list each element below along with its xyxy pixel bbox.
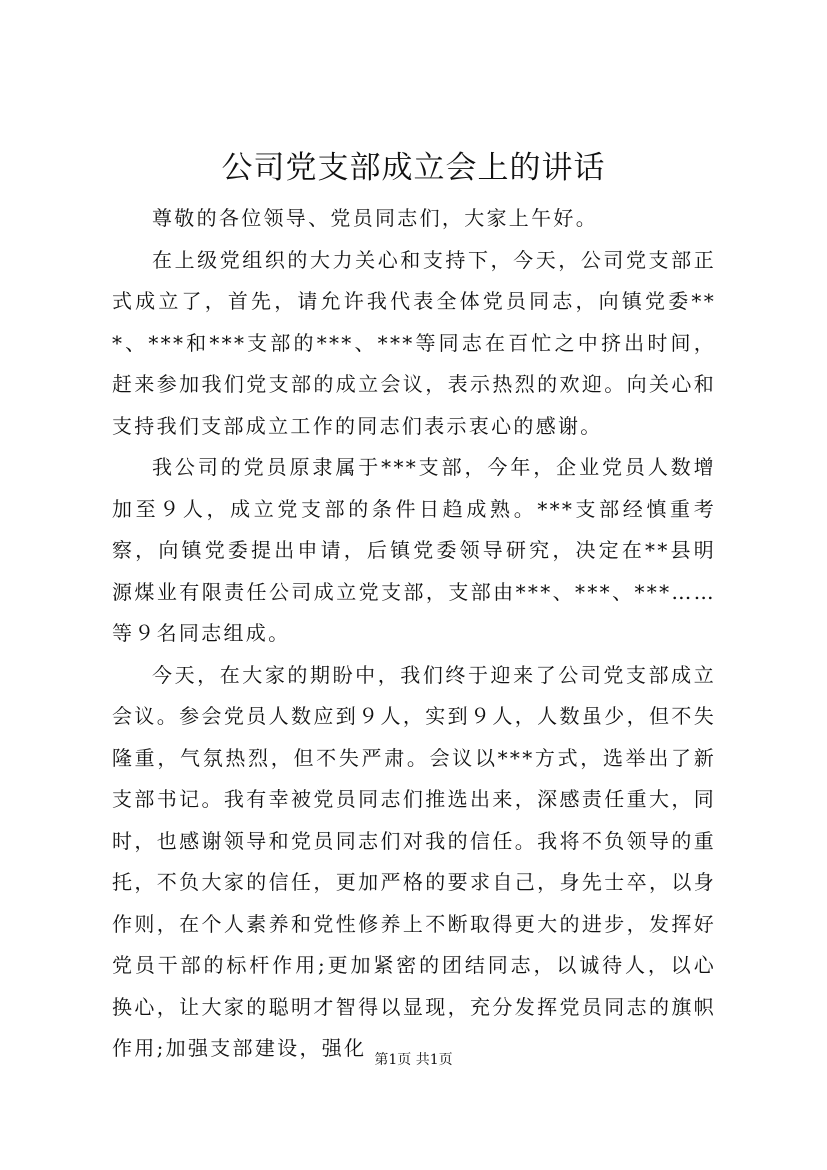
- document-body: [112, 198, 716, 1070]
- page-footer: 第1页 共1页: [374, 1052, 453, 1068]
- paragraph-background: 我公司的党员原隶属于***支部，今年，企业党员人数增加至９人，成立党支部的条件日趋成熟。***支部经慎重考察，向镇党委提出申请，后镇党委领导研究，决定在**县明源煤业有限责任公司成立党支部，支部由***、***、***……等９名同志组成。: [112, 455, 716, 645]
- paragraph-greeting: 尊敬的各位领导、党员同志们，大家上午好。: [152, 206, 598, 230]
- document-title: 公司党支部成立会上的讲话: [221, 150, 606, 186]
- paragraph-election: 今天，在大家的期盼中，我们终于迎来了公司党支部成立会议。参会党员人数应到９人，实到９人，人数虽少，但不失隆重，气氛热烈，但不失严肃。会议以***方式，选举出了新支部书记。我有幸被党员同志们推选出来，深感责任重大，同时，也感谢领导和党员同志们对我的信任。我将不负领导的重托，不负大家的信任，更加严格的要求自己，身先士卒，以身作则，在个人素养和党性修养上不断取得更大的进步，发挥好党员干部的标杆作用;更加紧密的团结同志，以诚待人，以心换心，让大家的聪明才智得以显现，充分发挥党员同志的旗帜作用;加强支部建设，强化: [112, 662, 716, 1060]
- paragraph-welcome: 在上级党组织的大力关心和支持下，今天，公司党支部正式成立了，首先，请允许我代表全体党员同志，向镇党委***、***和***支部的***、***等同志在百忙之中挤出时间，赶来参加我们党支部的成立会议，表示热烈的欢迎。向关心和支持我们支部成立工作的同志们表示衷心的感谢。: [112, 247, 716, 438]
